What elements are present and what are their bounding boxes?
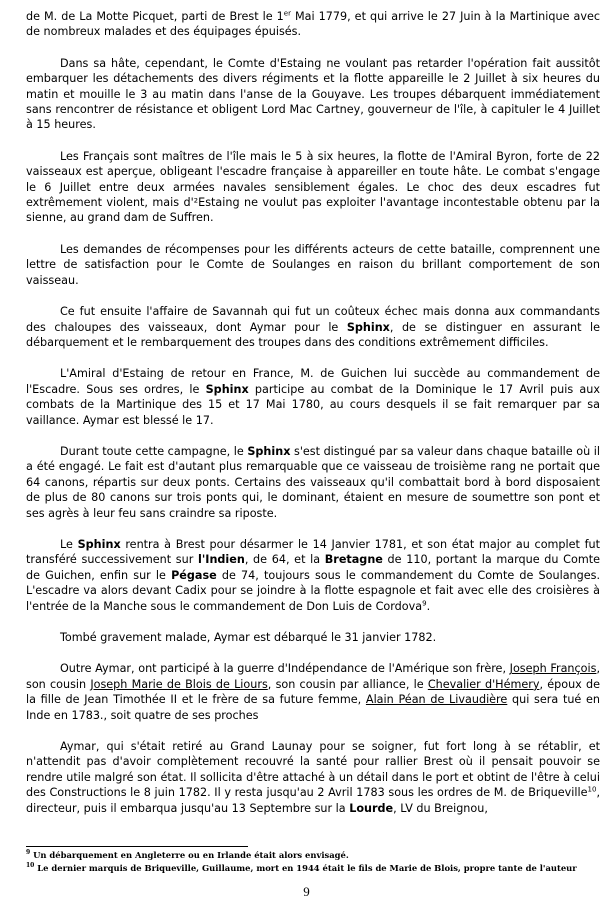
paragraph-brest-return [26, 537, 600, 614]
ship-name: Sphinx [346, 320, 390, 334]
text-run: Le [60, 537, 78, 551]
paragraph-illness: Tombé gravement malade, Aymar est débarqué le 31 janvier 1782. [60, 631, 437, 644]
footnote-text: Le dernier marquis de Briqueville, Guillaume, mort en 1944 était le fils de Marie de Blois, propre tante de l'auteur [34, 863, 577, 873]
text-run: de M. de La Motte Picquet, parti de Brest le 1 [26, 10, 284, 23]
text-run: Durant toute cette campagne, le [60, 444, 248, 458]
text-run: participe au combat de la Dominique le 17 Avril puis aux combats de la Martinique des 15 et 17 Mai 1780, au cours desquels il se fait remarquer par sa vaillance. Aymar est blessé le 17. [26, 382, 600, 427]
paragraph-guichen [26, 366, 600, 428]
footnote-ref[interactable]: 10 [587, 785, 597, 794]
text-run: qui sera tué en Inde en 1783., soit quatre de ses proches [26, 693, 600, 722]
person-link[interactable]: Joseph François [509, 662, 597, 676]
person-link[interactable]: Joseph Marie de Blois de Liours [90, 677, 268, 691]
ship-name: Sphinx [77, 537, 121, 551]
text-run: , son cousin par alliance, le [267, 677, 428, 691]
ship-name: Sphinx [247, 444, 291, 458]
paragraph-recovery [26, 739, 600, 816]
paragraph-campaign [26, 444, 600, 521]
footnote-divider [26, 846, 248, 847]
footnote-number: 10 [26, 862, 35, 870]
paragraph-relatives [26, 661, 600, 723]
footnote-text: Un débarquement en Angleterre ou en Irlande était alors envisagé. [30, 850, 349, 860]
paragraph-savannah [26, 304, 600, 350]
ship-name: l'Indien [198, 553, 245, 567]
text-run: , son cousin [26, 662, 601, 691]
text-run: de 74, toujours sous le commandement du Comte de Soulanges. L'escadre va alors devant Cadix pour se joindre à la flotte espagnole et fait avec elle des croisières à l'entrée de la Manche sous le commandement de Don Luis de Cordova [26, 568, 601, 613]
text-run: Aymar, qui s'était retiré au Grand Launay pour se soigner, fut fort long à se rétablir, et n'attendit pas d'avoir complètement recouvré la santé pour rallier Brest où il pensait pouvoir se rendre utile malgré son état. Il sollicita d'être attaché à un détail dans le port et obtint de l'être à celui des Constructions le 8 juin 1782. Il y resta jusqu'au 2 Avril 1783 sous les ordres de M. de Briqueville [26, 740, 600, 800]
text-run: . [426, 599, 431, 613]
text-run: Mai 1779, et qui arrive le 27 Juin à la Martinique avec de nombreux malades et des équipages épuisés. [26, 10, 600, 39]
person-link[interactable]: Alain Péan de Livaudière [365, 693, 508, 707]
text-run: s'est distingué par sa valeur dans chaque bataille où il a été engagé. Le fait est d'autant plus remarquable que ce vaisseau de troisième rang ne portait que 64 canons, répartis sur deux ponts. Certains des vaisseaux qu'il combattait bord à bord disposaient de plus de 80 canons sur trois ponts qui, le dominant, étaient en mesure de soumettre son pont et ses agrès à leur feu sans craindre sa riposte. [26, 444, 600, 520]
ship-name: Pégase [171, 568, 217, 582]
text-run: Ce fut ensuite l'affaire de Savannah qui fut un coûteux échec mais donna aux commandants des chaloupes des vaisseaux, dont Aymar pour le [26, 305, 600, 334]
page-number: 9 [303, 884, 310, 899]
text-run: , de 64, et la [244, 553, 325, 567]
footnote-number: 9 [26, 849, 31, 857]
paragraph-landing: Dans sa hâte, cependant, le Comte d'Estaing ne voulant pas retarder l'opération fait aussitôt embarquer les détachements des divers régiments et la flotte appareille le 2 Juillet à six heures du matin et mouille le 3 au matin dans l'anse de la Gouyave. Les troupes débarquent immédiatement sans rencontrer de résistance et obligent Lord Mac Cartney, gouverneur de l'île, à capituler le 4 Juillet à 15 heures. [26, 56, 600, 132]
page-body [26, 0, 600, 816]
footnote [26, 850, 600, 861]
text-run: , époux de la fille de Jean Timothée II et le frère de sa future femme, [26, 677, 600, 707]
ship-name: Sphinx [205, 382, 249, 396]
ordinal-superscript: er [283, 9, 291, 18]
text-run: , directeur, puis il embarqua jusqu'au 13 Septembre sur la [26, 786, 600, 815]
footnotes [26, 850, 600, 876]
text-run: rentra à Brest pour désarmer le 14 Janvier 1781, et son état major au complet fut transféré successivement sur [26, 537, 601, 567]
text-run: de 110, portant la marque du Comte de Guichen, enfin sur le [26, 553, 600, 582]
paragraph-rewards: Les demandes de récompenses pour les différents acteurs de cette bataille, comprennent une lettre de satisfaction pour le Comte de Soulanges en raison du brillant comportement de son vaisseau. [26, 242, 600, 287]
text-run: Outre Aymar, ont participé à la guerre d'Indépendance de l'Amérique son frère, [60, 662, 510, 676]
paragraph-battle: Les Français sont maîtres de l'île mais le 5 à six heures, la flotte de l'Amiral Byron, forte de 22 vaisseaux est aperçue, obligeant l'escadre française à appareiller en toute hâte. Le combat s'engage le 6 Juillet entre deux armées navales sensiblement égales. Le choc des deux escadres fut extrêmement violent, mais d'²Estaing ne voulut pas exploiter l'avantage incontestable obtenu par la sienne, au grand dam de Suffren. [26, 149, 600, 225]
text-run: , LV du Breignou, [393, 801, 488, 815]
text-run: L'Amiral d'Estaing de retour en France, M. de Guichen lui succède au commandement de l'Escadre. Sous ses ordres, le [26, 367, 600, 396]
ship-name: Bretagne [324, 553, 383, 567]
footnote [26, 863, 600, 874]
person-link[interactable]: Chevalier d'Hémery [427, 677, 540, 691]
footnote-ref[interactable]: 9 [422, 598, 427, 607]
text-run: , de se distinguer en assurant le débarquement et le rembarquement des troupes dans des conditions extrêmement difficiles. [26, 320, 601, 349]
paragraph-arrival [26, 9, 600, 40]
ship-name: Lourde [349, 801, 394, 815]
